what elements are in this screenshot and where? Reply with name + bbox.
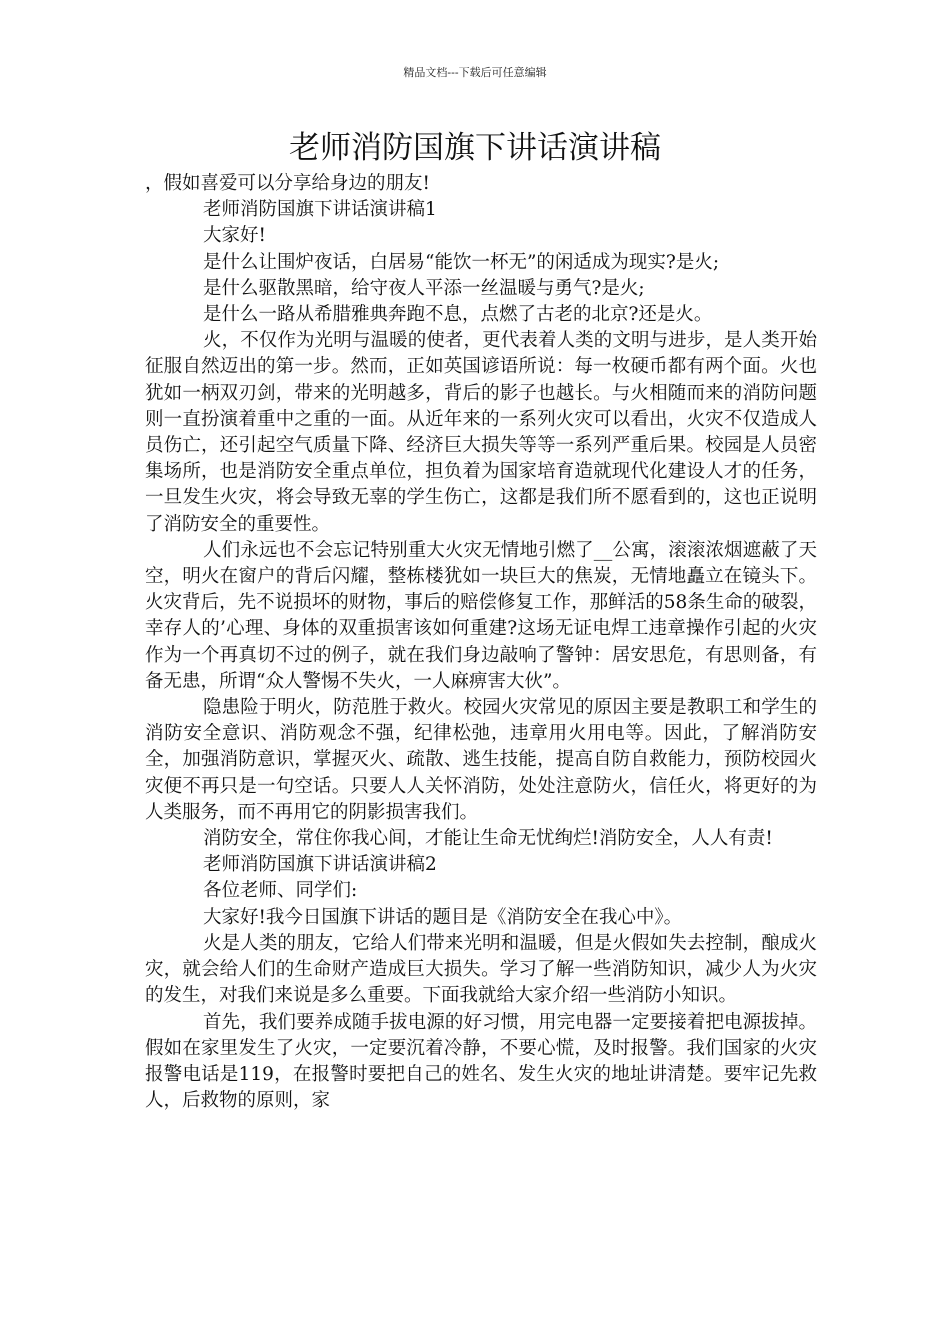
paragraph: 火，不仅作为光明与温暖的使者，更代表着人类的文明与进步，是人类开始征服自然迈出的第一步。然而，正如英国谚语所说：每一枚硬币都有两个面。火也犹如一柄双刃剑，带来的光明越多，背后的影子也越长。与火相随而来的消防问题则一直扮演着重中之重的一面。从近年来的一系列火灾可以看出，火灾不仅造成人员伤亡，还引起空气质量下降、经济巨大损失等等一系列严重后果。校园是人员密集场所，也是消防安全重点单位，担负着为国家培育造就现代化建设人才的任务，一旦发生火灾，将会导致无辜的学生伤亡，这都是我们所不愿看到的，这也正说明了消防安全的重要性。 bbox=[145, 330, 817, 535]
paragraph: 是什么驱散黑暗，给守夜人平添一丝温暖与勇气?是火; bbox=[203, 277, 645, 299]
paragraph: 首先，我们要养成随手拔电源的好习惯，用完电器一定要接着把电源拔掉。假如在家里发生了火灾，一定要沉着冷静，不要心慌，及时报警。我们国家的火灾报警电话是119，在报警时要把自己的姓名、发生火灾的地址讲清楚。要牢记先救人，后救物的原则，家 bbox=[145, 1011, 817, 1112]
paragraph: 火是人类的朋友，它给人们带来光明和温暖，但是火假如失去控制，酿成火灾，就会给人们的生命财产造成巨大损失。学习了解一些消防知识，减少人为火灾的发生，对我们来说是多么重要。下面我就给大家介绍一些消防小知识。 bbox=[145, 932, 817, 1007]
paragraph: 人们永远也不会忘记特别重大火灾无情地引燃了__公寓，滚滚浓烟遮蔽了天空，明火在窗户的背后闪耀，整栋楼犹如一块巨大的焦炭，无情地矗立在镜头下。火灾背后，先不说损坏的财物，事后的赔偿修复工作，那鲜活的58条生命的破裂，幸存人的’心理、身体的双重损害该如何重建?这场无证电焊工违章操作引起的火灾作为一个再真切不过的例子，就在我们身边敲响了警钟：居安思危，有思则备，有备无患，所谓“众人警惕不失火，一人麻痹害大伙”。 bbox=[145, 539, 817, 692]
paragraph: 大家好! bbox=[203, 225, 266, 247]
paragraph: 消防安全，常住你我心间，才能让生命无忧绚烂!消防安全，人人有责! bbox=[203, 828, 773, 850]
paragraph: 隐患险于明火，防范胜于救火。校园火灾常见的原因主要是教职工和学生的消防安全意识、消防观念不强，纪律松弛，违章用火用电等。因此，了解消防安全，加强消防意识，掌握灭火、疏散、逃生技能，提高自防自救能力，预防校园火灾便不再只是一句空话。只要人人关怀消防，处处注意防火，信任火，将更好的为人类服务，而不再用它的阴影损害我们。 bbox=[145, 697, 817, 823]
paragraph: 是什么一路从希腊雅典奔跑不息，点燃了古老的北京?还是火。 bbox=[203, 304, 713, 326]
paragraph: ，假如喜爱可以分享给身边的朋友! bbox=[145, 173, 430, 194]
paragraph: 老师消防国旗下讲话演讲稿1 bbox=[203, 199, 437, 221]
document-title: 老师消防国旗下讲话演讲稿 bbox=[289, 130, 661, 166]
paragraph: 大家好!我今日国旗下讲话的题目是《消防安全在我心中》。 bbox=[203, 906, 683, 928]
paragraph: 各位老师、同学们: bbox=[203, 880, 358, 902]
header-note: 精品文档---下载后可任意编辑 bbox=[403, 66, 547, 79]
paragraph: 老师消防国旗下讲话演讲稿2 bbox=[203, 854, 437, 876]
document-body bbox=[145, 171, 817, 1114]
paragraph: 是什么让围炉夜话，白居易“能饮一杯无”的闲适成为现实?是火; bbox=[203, 251, 720, 273]
